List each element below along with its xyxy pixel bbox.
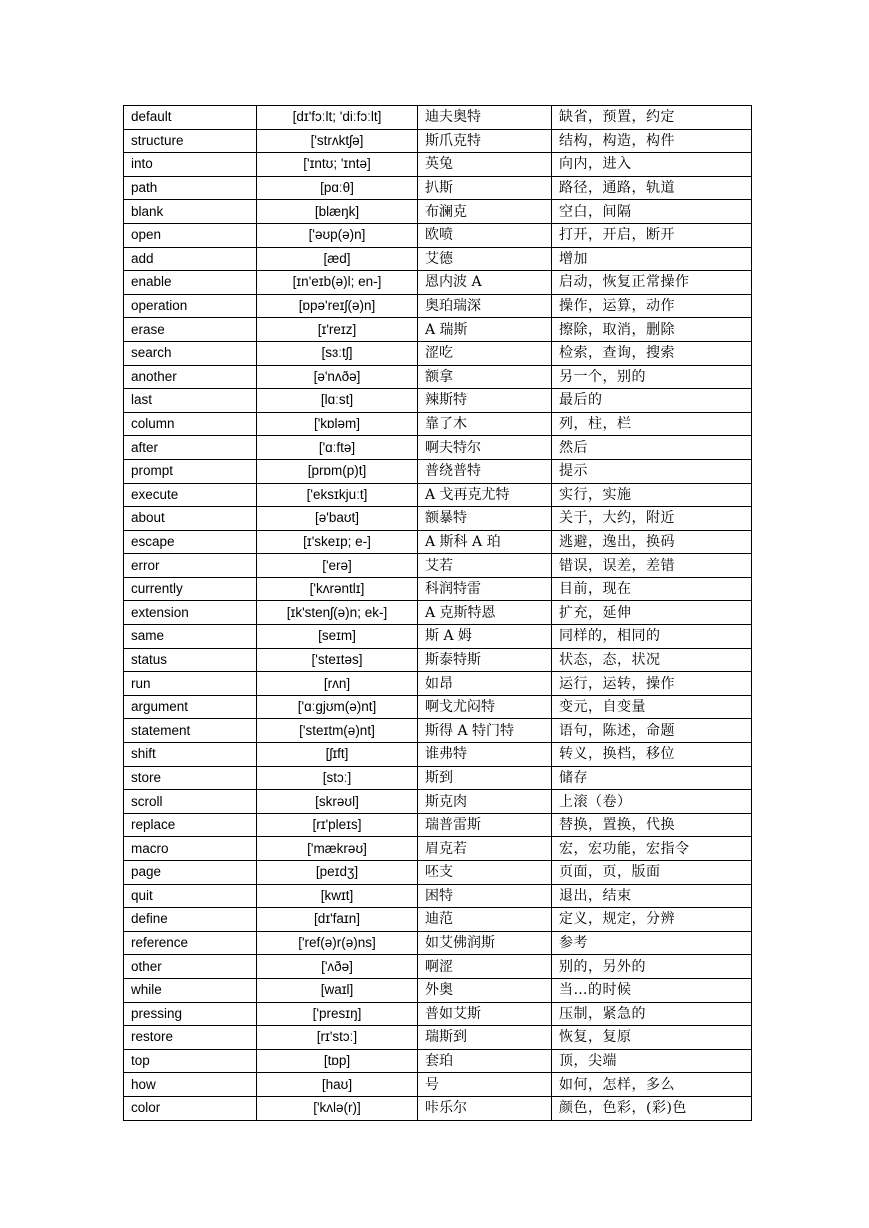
meaning-cell: 关于，大约，附近 [552,507,752,531]
table-row [124,1026,752,1050]
table-row [124,625,752,649]
table-row [124,1049,752,1073]
table-row [124,176,752,200]
phonetic-cell: ['ref(ə)r(ə)ns] [257,931,418,955]
pronunciation-hint-cell: 普绕普特 [418,459,552,483]
meaning-cell: 上滚（卷） [552,790,752,814]
phonetic-cell: [ɒpə'reɪʃ(ə)n] [257,294,418,318]
table-row [124,412,752,436]
table-row [124,978,752,1002]
pronunciation-hint-cell: 艾德 [418,247,552,271]
word-cell: open [124,223,257,247]
table-row [124,766,752,790]
word-cell: prompt [124,459,257,483]
phonetic-cell: [dɪ'faɪn] [257,908,418,932]
table-row [124,247,752,271]
phonetic-cell: [lɑːst] [257,389,418,413]
phonetic-cell: ['kɒləm] [257,412,418,436]
word-cell: macro [124,837,257,861]
phonetic-cell: ['kʌlə(r)] [257,1096,418,1120]
word-cell: into [124,153,257,177]
phonetic-cell: ['steɪtm(ə)nt] [257,719,418,743]
meaning-cell: 转义，换档，移位 [552,743,752,767]
phonetic-cell: [blæŋk] [257,200,418,224]
table-row [124,1002,752,1026]
meaning-cell: 空白，间隔 [552,200,752,224]
phonetic-cell: [stɔː] [257,766,418,790]
pronunciation-hint-cell: A 戈再克尤特 [418,483,552,507]
meaning-cell: 颜色，色彩，(彩)色 [552,1096,752,1120]
meaning-cell: 路径，通路，轨道 [552,176,752,200]
pronunciation-hint-cell: 瑞斯到 [418,1026,552,1050]
phonetic-cell: [rɪ'stɔː] [257,1026,418,1050]
table-row [124,601,752,625]
phonetic-cell: [ə'nʌðə] [257,365,418,389]
pronunciation-hint-cell: A 斯科 A 珀 [418,530,552,554]
word-cell: status [124,648,257,672]
phonetic-cell: [prɒm(p)t] [257,459,418,483]
pronunciation-hint-cell: 额暴特 [418,507,552,531]
table-row [124,884,752,908]
word-cell: other [124,955,257,979]
word-cell: error [124,554,257,578]
meaning-cell: 操作，运算，动作 [552,294,752,318]
pronunciation-hint-cell: 斯泰特斯 [418,648,552,672]
meaning-cell: 压制，紧急的 [552,1002,752,1026]
word-cell: restore [124,1026,257,1050]
meaning-cell: 错误，误差，差错 [552,554,752,578]
meaning-cell: 逃避，逸出，换码 [552,530,752,554]
pronunciation-hint-cell: 啊戈尤闷特 [418,695,552,719]
table-row [124,294,752,318]
pronunciation-hint-cell: 英兔 [418,153,552,177]
pronunciation-hint-cell: 布澜克 [418,200,552,224]
table-row [124,389,752,413]
phonetic-cell: [kwɪt] [257,884,418,908]
meaning-cell: 同样的，相同的 [552,625,752,649]
phonetic-cell: [dɪ'fɔːlt; 'diːfɔːlt] [257,106,418,130]
pronunciation-hint-cell: 如昂 [418,672,552,696]
meaning-cell: 当…的时候 [552,978,752,1002]
pronunciation-hint-cell: 套珀 [418,1049,552,1073]
phonetic-cell: [ə'baʊt] [257,507,418,531]
word-cell: quit [124,884,257,908]
phonetic-cell: [sɜːtʃ] [257,341,418,365]
phonetic-cell: [haʊ] [257,1073,418,1097]
phonetic-cell: ['steɪtəs] [257,648,418,672]
word-cell: how [124,1073,257,1097]
pronunciation-hint-cell: 斯克肉 [418,790,552,814]
meaning-cell: 列，柱，栏 [552,412,752,436]
meaning-cell: 打开，开启，断开 [552,223,752,247]
phonetic-cell: ['ɪntʊ; 'ɪntə] [257,153,418,177]
pronunciation-hint-cell: 恩内波 A [418,271,552,295]
word-cell: blank [124,200,257,224]
meaning-cell: 增加 [552,247,752,271]
pronunciation-hint-cell: 艾若 [418,554,552,578]
meaning-cell: 另一个，别的 [552,365,752,389]
meaning-cell: 退出，结束 [552,884,752,908]
word-cell: reference [124,931,257,955]
phonetic-cell: ['presɪŋ] [257,1002,418,1026]
table-row [124,483,752,507]
pronunciation-hint-cell: 啊夫特尔 [418,436,552,460]
meaning-cell: 检索，查询，搜索 [552,341,752,365]
meaning-cell: 结构，构造，构件 [552,129,752,153]
phonetic-cell: ['kʌrəntlɪ] [257,577,418,601]
meaning-cell: 宏，宏功能，宏指令 [552,837,752,861]
table-row [124,672,752,696]
table-row [124,813,752,837]
pronunciation-hint-cell: 奥珀瑞深 [418,294,552,318]
meaning-cell: 最后的 [552,389,752,413]
word-cell: execute [124,483,257,507]
pronunciation-hint-cell: 迪夫奥特 [418,106,552,130]
pronunciation-hint-cell: 扒斯 [418,176,552,200]
word-cell: path [124,176,257,200]
pronunciation-hint-cell: 眉克若 [418,837,552,861]
meaning-cell: 实行，实施 [552,483,752,507]
pronunciation-hint-cell: 普如艾斯 [418,1002,552,1026]
phonetic-cell: [peɪdʒ] [257,861,418,885]
vocabulary-table [123,105,752,1121]
word-cell: default [124,106,257,130]
meaning-cell: 替换，置换，代换 [552,813,752,837]
phonetic-cell: [waɪl] [257,978,418,1002]
word-cell: while [124,978,257,1002]
table-row [124,365,752,389]
word-cell: operation [124,294,257,318]
table-row [124,129,752,153]
word-cell: scroll [124,790,257,814]
word-cell: run [124,672,257,696]
word-cell: shift [124,743,257,767]
meaning-cell: 语句，陈述，命题 [552,719,752,743]
pronunciation-hint-cell: 如艾佛润斯 [418,931,552,955]
pronunciation-hint-cell: 斯爪克特 [418,129,552,153]
pronunciation-hint-cell: 斯到 [418,766,552,790]
table-row [124,1096,752,1120]
pronunciation-hint-cell: 困特 [418,884,552,908]
meaning-cell: 别的，另外的 [552,955,752,979]
table-row [124,223,752,247]
word-cell: structure [124,129,257,153]
table-row [124,200,752,224]
meaning-cell: 擦除，取消，删除 [552,318,752,342]
phonetic-cell: [rɪ'pleɪs] [257,813,418,837]
phonetic-cell: [seɪm] [257,625,418,649]
word-cell: enable [124,271,257,295]
word-cell: currently [124,577,257,601]
table-row [124,153,752,177]
table-row [124,507,752,531]
vocabulary-table-body [124,106,752,1121]
word-cell: page [124,861,257,885]
phonetic-cell: ['ɑːftə] [257,436,418,460]
table-row [124,931,752,955]
phonetic-cell: ['eksɪkjuːt] [257,483,418,507]
table-row [124,1073,752,1097]
pronunciation-hint-cell: 谁弗特 [418,743,552,767]
pronunciation-hint-cell: 外奥 [418,978,552,1002]
table-row [124,908,752,932]
table-row [124,861,752,885]
word-cell: color [124,1096,257,1120]
word-cell: define [124,908,257,932]
table-row [124,530,752,554]
meaning-cell: 状态，态，状况 [552,648,752,672]
table-row [124,436,752,460]
table-row [124,341,752,365]
phonetic-cell: [æd] [257,247,418,271]
meaning-cell: 页面，页，版面 [552,861,752,885]
word-cell: store [124,766,257,790]
table-row [124,955,752,979]
pronunciation-hint-cell: 斯 A 姆 [418,625,552,649]
pronunciation-hint-cell: 斯得 A 特门特 [418,719,552,743]
word-cell: top [124,1049,257,1073]
table-row [124,318,752,342]
meaning-cell: 变元，自变量 [552,695,752,719]
phonetic-cell: [tɒp] [257,1049,418,1073]
phonetic-cell: ['erə] [257,554,418,578]
phonetic-cell: [ʃɪft] [257,743,418,767]
word-cell: same [124,625,257,649]
table-row [124,790,752,814]
meaning-cell: 缺省，预置，约定 [552,106,752,130]
phonetic-cell: ['ɑːgjʊm(ə)nt] [257,695,418,719]
meaning-cell: 顶，尖端 [552,1049,752,1073]
pronunciation-hint-cell: A 克斯特恩 [418,601,552,625]
word-cell: add [124,247,257,271]
pronunciation-hint-cell: 呸支 [418,861,552,885]
phonetic-cell: ['strʌktʃə] [257,129,418,153]
meaning-cell: 定义，规定，分辨 [552,908,752,932]
word-cell: about [124,507,257,531]
meaning-cell: 恢复，复原 [552,1026,752,1050]
meaning-cell: 参考 [552,931,752,955]
word-cell: statement [124,719,257,743]
table-row [124,577,752,601]
phonetic-cell: [ɪk'stenʃ(ə)n; ek-] [257,601,418,625]
pronunciation-hint-cell: 咔乐尔 [418,1096,552,1120]
pronunciation-hint-cell: 靠了木 [418,412,552,436]
table-row [124,271,752,295]
word-cell: after [124,436,257,460]
meaning-cell: 储存 [552,766,752,790]
pronunciation-hint-cell: 啊涩 [418,955,552,979]
pronunciation-hint-cell: A 瑞斯 [418,318,552,342]
word-cell: another [124,365,257,389]
phonetic-cell: [ɪn'eɪb(ə)l; en-] [257,271,418,295]
word-cell: extension [124,601,257,625]
meaning-cell: 扩充，延伸 [552,601,752,625]
word-cell: replace [124,813,257,837]
table-row [124,648,752,672]
word-cell: escape [124,530,257,554]
meaning-cell: 启动，恢复正常操作 [552,271,752,295]
meaning-cell: 运行，运转，操作 [552,672,752,696]
word-cell: argument [124,695,257,719]
meaning-cell: 目前，现在 [552,577,752,601]
meaning-cell: 如何，怎样，多么 [552,1073,752,1097]
word-cell: column [124,412,257,436]
table-row [124,459,752,483]
pronunciation-hint-cell: 额拿 [418,365,552,389]
phonetic-cell: ['mækrəʊ] [257,837,418,861]
meaning-cell: 然后 [552,436,752,460]
table-row [124,106,752,130]
pronunciation-hint-cell: 瑞普雷斯 [418,813,552,837]
table-row [124,743,752,767]
meaning-cell: 向内，进入 [552,153,752,177]
pronunciation-hint-cell: 迪范 [418,908,552,932]
phonetic-cell: [pɑːθ] [257,176,418,200]
word-cell: search [124,341,257,365]
phonetic-cell: [ɪ'skeɪp; e-] [257,530,418,554]
pronunciation-hint-cell: 涩吃 [418,341,552,365]
phonetic-cell: ['ʌðə] [257,955,418,979]
pronunciation-hint-cell: 欧喷 [418,223,552,247]
word-cell: erase [124,318,257,342]
meaning-cell: 提示 [552,459,752,483]
phonetic-cell: [ɪ'reɪz] [257,318,418,342]
pronunciation-hint-cell: 辣斯特 [418,389,552,413]
phonetic-cell: [skrəʊl] [257,790,418,814]
table-row [124,837,752,861]
table-row [124,554,752,578]
word-cell: last [124,389,257,413]
word-cell: pressing [124,1002,257,1026]
phonetic-cell: [rʌn] [257,672,418,696]
table-row [124,719,752,743]
phonetic-cell: ['əʊp(ə)n] [257,223,418,247]
table-row [124,695,752,719]
pronunciation-hint-cell: 号 [418,1073,552,1097]
pronunciation-hint-cell: 科润特雷 [418,577,552,601]
